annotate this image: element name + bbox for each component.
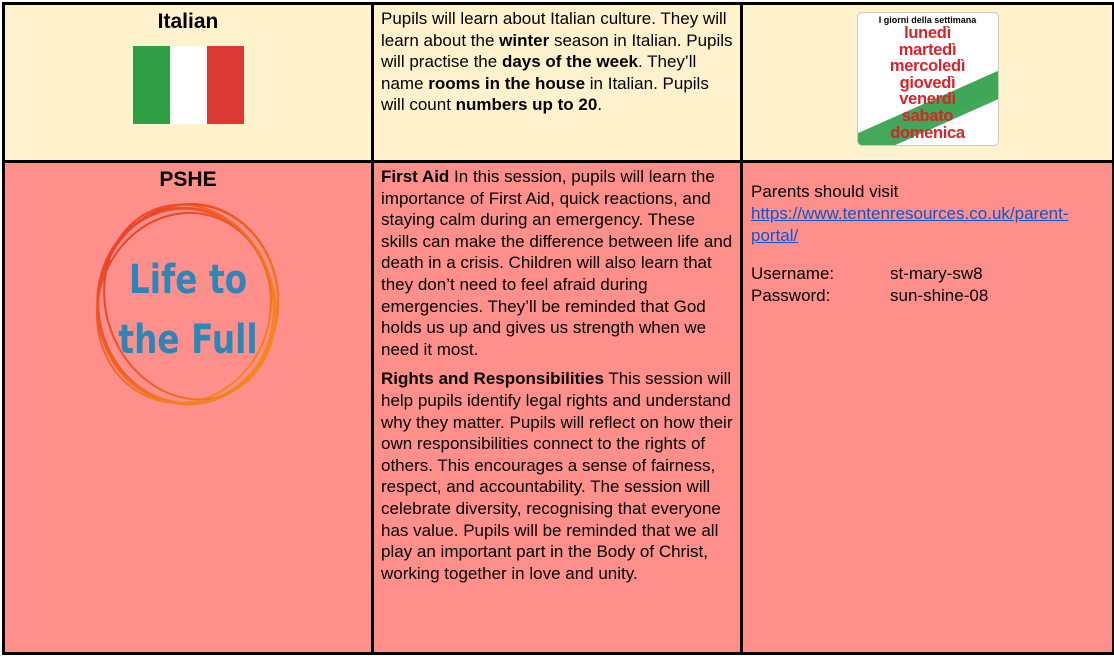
days-image-title: I giorni della settimana [878, 15, 977, 25]
italian-description-text: season in Italian. Pupils will practise the [381, 30, 733, 72]
username-value: st-mary-sw8 [890, 264, 983, 283]
italian-subject-cell [4, 4, 373, 162]
italian-flag-icon [133, 46, 244, 124]
spacer [751, 247, 1104, 263]
logo-text-line1: Life to [128, 255, 248, 303]
italian-description-cell [373, 4, 742, 162]
flag-white-stripe [170, 46, 207, 124]
day-label: venerdì [899, 90, 956, 109]
logo-ring-2 [88, 198, 288, 413]
day-label: lunedì [904, 24, 951, 42]
first-aid-paragraph [381, 166, 734, 360]
day-label: domenica [890, 123, 965, 142]
password-label: Password: [751, 286, 831, 305]
password-value: sun-shine-08 [890, 286, 989, 305]
day-label: sabato [901, 106, 954, 125]
username-label: Username: [751, 264, 835, 283]
rights-body: This session will help pupils identify legal rights and understand why they matter. Pupils will reflect on how their own responsibilities connect to the rights of others. This encourages a sense of fairness, respect, and accountability. The session will celebrate diversity, recognising that everyone has value. Pupils will be reminded that we all play an important part in the Body of Christ, working together in love and unity. [381, 369, 733, 583]
italian-description-text: . [597, 95, 603, 115]
italian-description-text: Pupils will learn about Italian culture. They will learn about the [381, 9, 727, 50]
italian-description-bold: rooms in the house [428, 73, 586, 93]
pshe-info-cell [742, 162, 1114, 654]
italian-description-text: in Italian. Pupils will count [381, 73, 709, 115]
pshe-subject-title: PSHE [159, 168, 217, 191]
logo-text-line2: the Full [118, 315, 258, 363]
italian-description [381, 8, 734, 116]
curriculum-table [2, 2, 1114, 655]
rights-heading: Rights and Responsibilities [381, 369, 604, 389]
logo-ring-4 [88, 198, 288, 418]
day-label: giovedì [899, 73, 956, 92]
day-label: mercoledì [889, 57, 966, 76]
days-list [858, 25, 998, 141]
logo-ring-3 [88, 198, 288, 418]
italian-row [4, 4, 1114, 162]
pshe-description-cell [373, 162, 742, 654]
flag-green-stripe [133, 46, 170, 124]
logo-ring-1 [88, 198, 287, 415]
italian-description-text: . They’ll name [381, 52, 697, 93]
pshe-subject-cell [4, 162, 373, 654]
days-of-week-image [857, 12, 999, 146]
life-to-the-full-logo [88, 198, 288, 418]
italian-description-bold: numbers up to 20 [455, 95, 598, 115]
day-label: martedì [898, 40, 957, 59]
parents-intro: Parents should visit [751, 182, 899, 201]
italian-subject-title: Italian [157, 10, 219, 33]
first-aid-heading: First Aid [381, 167, 450, 186]
parent-portal-link[interactable]: https://www.tentenresources.co.uk/parent-portal/ [751, 204, 1069, 245]
italian-description-bold: winter [499, 30, 550, 50]
rights-paragraph [381, 368, 734, 584]
pshe-row [4, 162, 1114, 654]
password-line [751, 285, 1104, 307]
italian-image-cell [742, 4, 1114, 162]
italian-description-bold: days of the week [501, 52, 638, 72]
flag-red-stripe [207, 46, 244, 124]
username-line [751, 263, 1104, 285]
first-aid-body: In this session, pupils will learn the importance of First Aid, quick reactions, and staying calm during an emergency. These skills can make the difference between life and death in a crisis. Children will also learn that they don’t need to feel afraid during emergencies. They’ll be reminded that God holds us up and gives us strength when we need it most. [381, 167, 733, 359]
